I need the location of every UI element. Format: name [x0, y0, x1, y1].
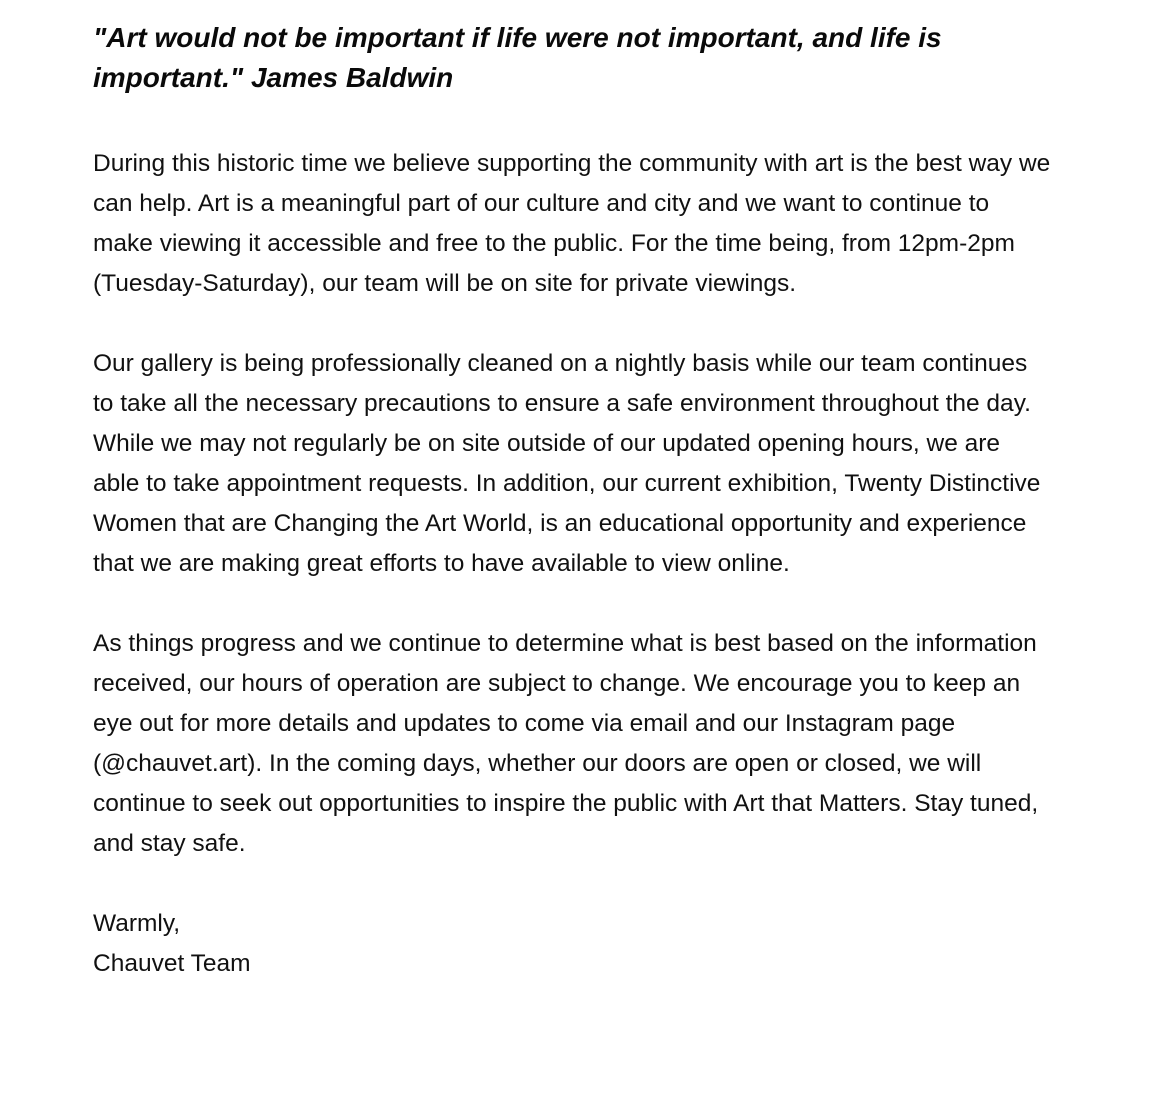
closing-line: Warmly, [93, 910, 181, 937]
letter-body [93, 18, 1053, 984]
paragraph-hours-updates: As things progress and we continue to determine what is best based on the information received, our hours of operation are subject to change. We encourage you to keep an eye out for more details and updates to come via email and our Instagram page (@chauvet.art). In the coming days, whether our doors are open or closed, we will continue to seek out opportunities to inspire the public with Art that Matters. Stay tuned, and stay safe. [93, 630, 1039, 857]
baldwin-quote: "Art would not be important if life were not important, and life is important." James Baldwin [93, 22, 942, 93]
signoff [93, 904, 1053, 984]
signature: Chauvet Team [93, 950, 251, 977]
paragraph-support-community: During this historic time we believe supporting the community with art is the best way we can help. Art is a meaningful part of our culture and city and we want to continue to make viewing it accessible and free to the public. For the time being, from 12pm-2pm (Tuesday-Saturday), our team will be on site for private viewings. [93, 150, 1051, 297]
paragraph-gallery-cleaning: Our gallery is being professionally cleaned on a nightly basis while our team continues to take all the necessary precautions to ensure a safe environment throughout the day. While we may not regularly be on site outside of our updated opening hours, we are able to take appointment requests. In addition, our current exhibition, Twenty Distinctive Women that are Changing the Art World, is an educational opportunity and experience that we are making great efforts to have available to view online. [93, 350, 1041, 577]
